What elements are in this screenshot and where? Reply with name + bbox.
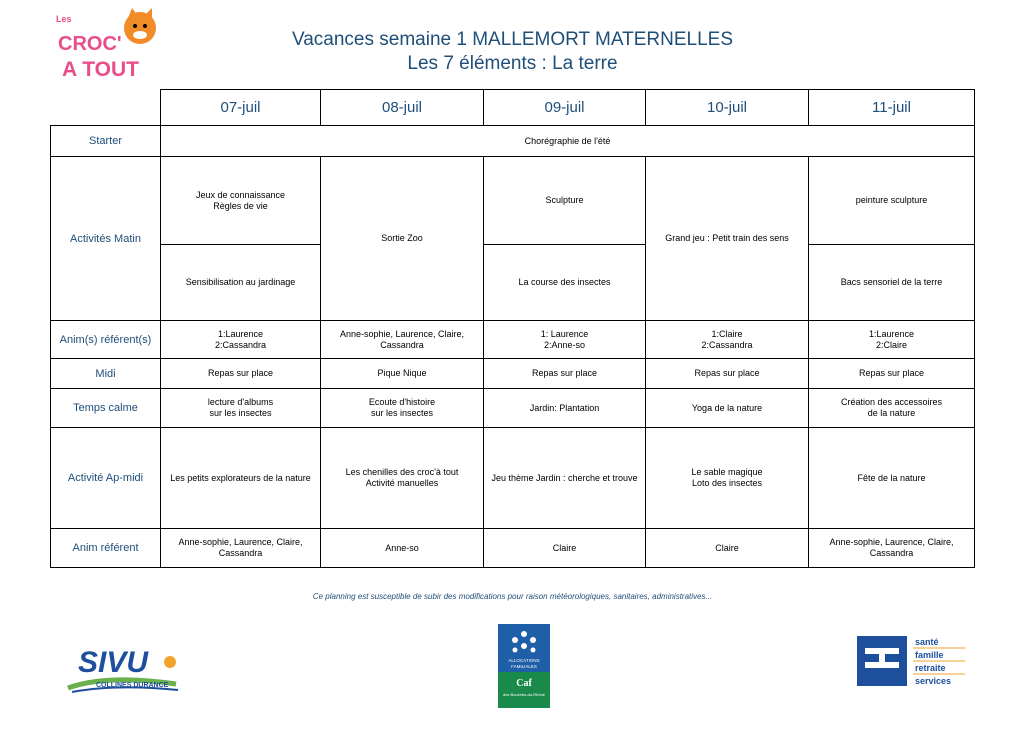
animref-d3: Claire xyxy=(552,542,577,553)
matin-d4: Grand jeu : Petit train des sens xyxy=(665,233,789,243)
svg-text:retraite: retraite xyxy=(915,663,946,673)
anims-d5: 1:Laurence 2:Claire xyxy=(868,328,915,350)
title-line-2: Les 7 éléments : La terre xyxy=(407,53,618,74)
calme-d4: Yoga de la nature xyxy=(691,402,763,413)
apmidi-d4: Le sable magique Loto des insectes xyxy=(691,467,763,488)
starter-cell: Chorégraphie de l'été xyxy=(524,135,611,146)
row-label-anims: Anim(s) référent(s) xyxy=(59,333,152,346)
animref-d5: Anne-sophie, Laurence, Claire, Cassandra xyxy=(829,537,954,558)
svg-text:A TOUT: A TOUT xyxy=(62,58,139,80)
matin-d1-top: Jeux de connaissance Règles de vie xyxy=(195,189,286,211)
midi-d4: Repas sur place xyxy=(694,368,760,378)
day-header-4: 10-juil xyxy=(706,99,748,116)
svg-text:services: services xyxy=(915,676,952,686)
apmidi-d5: Fête de la nature xyxy=(857,472,926,483)
matin-d3-top: Sculpture xyxy=(545,195,584,205)
apmidi-d1: Les petits explorateurs de la nature xyxy=(170,472,311,483)
disclaimer: Ce planning est susceptible de subir des modifications pour raison météorologiques, sanitaires, administratives... xyxy=(312,592,713,601)
croc-a-tout-logo xyxy=(52,8,162,80)
matin-d5-bottom: Bacs sensoriel de la terre xyxy=(840,277,943,287)
day-header-1: 07-juil xyxy=(220,99,261,116)
animref-d4: Claire xyxy=(715,542,739,553)
svg-text:COLLINES DURANCE: COLLINES DURANCE xyxy=(96,682,169,689)
day-header-2: 08-juil xyxy=(381,99,423,116)
row-label-calme: Temps calme xyxy=(73,402,138,414)
matin-d1-bottom: Sensibilisation au jardinage xyxy=(185,277,296,287)
svg-text:CROC': CROC' xyxy=(58,33,122,55)
row-label-animref: Anim référent xyxy=(72,542,139,554)
midi-d3: Repas sur place xyxy=(531,368,598,378)
calme-d5: Création des accessoires de la nature xyxy=(840,397,943,418)
row-label-apmidi: Activité Ap-midi xyxy=(67,472,144,484)
svg-text:ALLOCATIONS: ALLOCATIONS xyxy=(508,658,540,663)
matin-d2: Sortie Zoo xyxy=(381,233,423,243)
matin-d3-bottom: La course des insectes xyxy=(518,277,611,287)
anims-d4: 1:Claire 2:Cassandra xyxy=(701,328,753,350)
day-header-5: 11-juil xyxy=(872,99,911,116)
animref-d2: Anne-so xyxy=(385,542,419,553)
anims-d2: Anne-sophie, Laurence, Claire, Cassandra xyxy=(339,328,465,350)
matin-d5-top: peinture sculpture xyxy=(855,195,928,205)
anims-d3: 1: Laurence 2:Anne-so xyxy=(540,328,589,350)
day-header-3: 09-juil xyxy=(544,99,585,116)
apmidi-d2: Les chenilles des croc'à tout Activité manuelles xyxy=(345,467,459,488)
svg-text:des Bouches-du-Rhône: des Bouches-du-Rhône xyxy=(502,692,546,697)
svg-text:Les: Les xyxy=(56,14,72,24)
svg-text:SIVU: SIVU xyxy=(78,646,149,679)
midi-d2: Pique Nique xyxy=(377,368,427,378)
midi-d5: Repas sur place xyxy=(858,368,925,378)
row-label-matin: Activités Matin xyxy=(70,232,141,245)
animref-d1: Anne-sophie, Laurence, Claire, Cassandra xyxy=(178,537,303,558)
svg-text:Caf: Caf xyxy=(516,678,532,689)
midi-d1: Repas sur place xyxy=(207,368,274,378)
page-title xyxy=(160,28,865,76)
msa-logo xyxy=(857,634,967,688)
calme-d1: lecture d'albums sur les insectes xyxy=(207,397,274,418)
svg-text:famille: famille xyxy=(915,650,944,660)
svg-text:santé: santé xyxy=(915,637,939,647)
row-label-midi: Midi xyxy=(95,367,116,380)
title-line-1: Vacances semaine 1 MALLEMORT MATERNELLES xyxy=(291,29,734,50)
anims-d1: 1:Laurence 2:Cassandra xyxy=(214,328,267,350)
calme-d3: Jardin: Plantation xyxy=(529,402,600,413)
svg-text:FAMILIALES: FAMILIALES xyxy=(511,664,537,669)
apmidi-d3: Jeu thème Jardin : cherche et trouve xyxy=(491,472,638,483)
calme-d2: Ecoute d'histoire sur les insectes xyxy=(368,397,436,418)
sivu-logo xyxy=(66,640,181,700)
caf-logo xyxy=(498,624,550,708)
row-label-starter: Starter xyxy=(88,135,122,147)
